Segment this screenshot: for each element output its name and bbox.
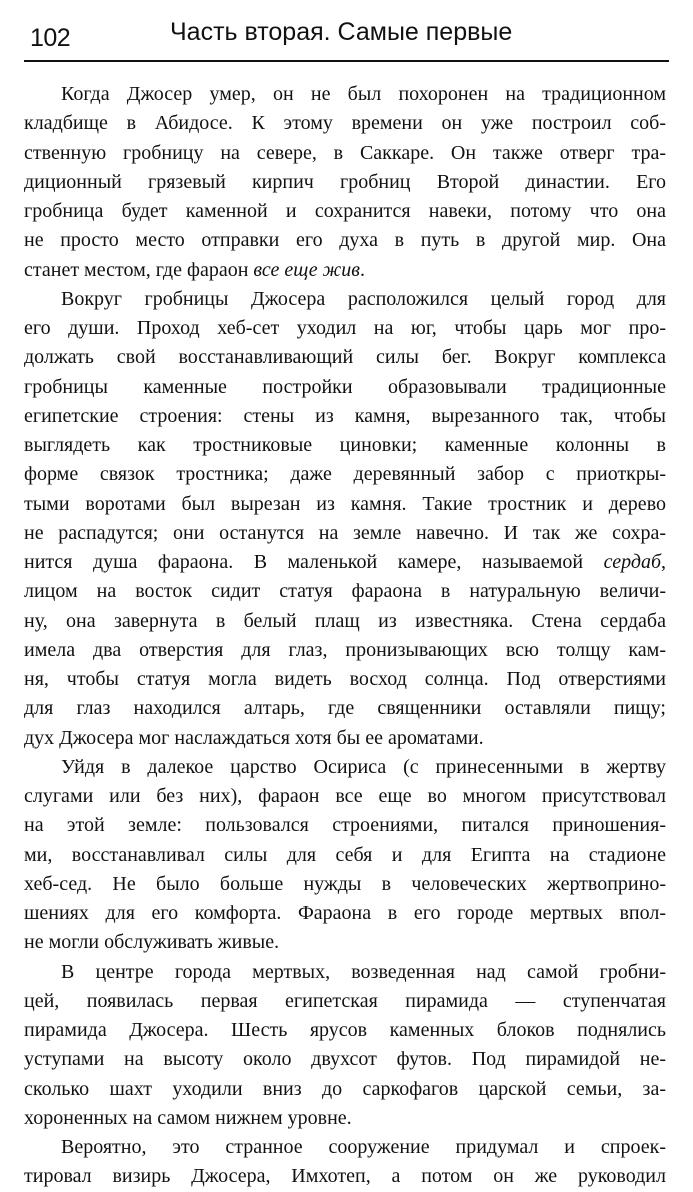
text-line — [24, 197, 666, 226]
line-text: пирамида Джосера. Шесть ярусов каменных блоков поднялись — [24, 1019, 666, 1041]
line-text: его души. Проход хеб-сет уходил на юг, чтобы царь мог про- — [24, 317, 666, 339]
line-text: диционный грязевый кирпич гробниц Второй династии. Его — [24, 170, 666, 193]
line-text-tail: . — [359, 258, 365, 281]
line-text: слугами или без них), фараон все еще во многом присутствовал — [24, 785, 666, 807]
line-text: египетские строения: стены из камня, вырезанного так, чтобы — [24, 404, 666, 427]
line-text: станет местом, где фараон — [24, 258, 254, 281]
text-line — [24, 665, 666, 694]
text-line — [24, 314, 666, 343]
line-text: Вероятно, это странное сооружение придумал и спроек- — [61, 1136, 666, 1158]
text-line — [24, 402, 666, 431]
line-text: хороненных на самом нижнем уровне. — [24, 1106, 352, 1129]
line-text: Уйдя в далекое царство Осириса (с принесенными в жертву — [61, 755, 666, 778]
line-text: на этой земле: пользовался строениями, питался приношения- — [24, 814, 666, 837]
line-text: выглядеть как тростниковые циновки; каменные колонны в — [24, 434, 666, 456]
text-line — [24, 343, 666, 372]
text-line — [24, 841, 666, 870]
text-line — [24, 139, 666, 168]
line-text: гробница будет каменной и сохранится навеки, потому что она — [24, 200, 666, 222]
text-line — [24, 285, 666, 314]
emphasized-text: сердаб — [603, 551, 661, 573]
header-rule — [24, 60, 669, 62]
line-text: не могли обслуживать живые. — [24, 931, 280, 954]
line-text: дух Джосера мог наслаждаться хотя бы ее ароматами. — [24, 726, 484, 749]
text-line — [24, 490, 666, 519]
line-text: ственную гробницу на севере, в Саккаре. Он также отверг тра- — [24, 141, 666, 164]
text-line — [24, 1133, 666, 1162]
page-number: 102 — [30, 24, 71, 52]
text-line — [24, 958, 666, 987]
text-line — [24, 460, 666, 489]
text-line — [24, 870, 666, 899]
body-text — [24, 80, 666, 1192]
text-line — [24, 1075, 666, 1104]
line-text: ми, восстанавливал силы для себя и для Египта на стадионе — [24, 843, 666, 866]
text-line — [24, 753, 666, 782]
line-text: для глаз находился алтарь, где священники оставляли пищу; — [24, 697, 666, 720]
text-line — [24, 1045, 666, 1074]
text-line — [24, 636, 666, 665]
line-text: тыми воротами был вырезан из камня. Такие тростник и дерево — [24, 492, 666, 515]
line-text: ну, она завернута в белый плащ из известняка. Стена сердаба — [24, 609, 666, 632]
text-line — [24, 548, 666, 577]
line-text: ня, чтобы статуя могла видеть восход солнца. Под отверстиями — [24, 668, 666, 690]
text-line — [24, 431, 666, 460]
text-line — [24, 519, 666, 548]
line-text: Когда Джосер умер, он не был похоронен на традиционном — [61, 83, 666, 105]
line-text: цей, появилась первая египетская пирамида — ступенчатая — [24, 989, 666, 1012]
text-line — [24, 1016, 666, 1045]
line-text: хеб-сед. Не было больше нужды в человеческих жертвоприно- — [24, 872, 666, 895]
text-line — [24, 577, 666, 606]
text-line — [24, 168, 666, 197]
line-text: гробницы каменные постройки образовывали традиционные — [24, 375, 666, 398]
line-text: Вокруг гробницы Джосера расположился целый город для — [61, 287, 666, 310]
line-text: имела два отверстия для глаз, пронизывающих всю толщу кам- — [24, 638, 666, 661]
text-line — [24, 987, 666, 1016]
text-line — [24, 109, 666, 138]
text-line — [24, 1104, 666, 1133]
running-head: Часть вторая. Самые первые — [170, 18, 513, 46]
line-text: не распадутся; они останутся на земле навечно. И так же сохра- — [24, 521, 666, 544]
line-text: кладбище в Абидосе. К этому времени он уже построил соб- — [24, 112, 666, 135]
text-line — [24, 1162, 666, 1191]
text-line — [24, 607, 666, 636]
line-text: уступами на высоту около двухсот футов. Под пирамидой не- — [24, 1048, 666, 1071]
text-line — [24, 928, 666, 957]
line-text: не просто место отправки его духа в путь в другой мир. Она — [24, 229, 666, 252]
text-line — [24, 694, 666, 723]
text-line — [24, 256, 666, 285]
line-text: шениях для его комфорта. Фараона в его городе мертвых впол- — [24, 902, 666, 924]
line-text: тировал визирь Джосера, Имхотеп, а потом он же руководил — [24, 1165, 666, 1188]
page-header — [22, 12, 671, 58]
line-text: В центре города мертвых, возведенная над самой гробни- — [61, 960, 666, 983]
line-text: должать свой восстанавливающий силы бег. Вокруг комплекса — [24, 346, 666, 369]
text-line — [24, 373, 666, 402]
text-line — [24, 80, 666, 109]
text-line — [24, 811, 666, 840]
text-line — [24, 782, 666, 811]
line-text: нится душа фараона. В маленькой камере, называемой — [24, 551, 604, 573]
text-line — [24, 899, 666, 928]
line-text: форме связок тростника; даже деревянный забор с приоткры- — [24, 463, 666, 486]
emphasized-text: все еще жив — [253, 258, 360, 281]
line-text: сколько шахт уходили вниз до саркофагов царской семьи, за- — [24, 1077, 666, 1100]
line-text-tail: , — [661, 551, 666, 573]
text-line — [24, 724, 666, 753]
line-text: лицом на восток сидит статуя фараона в натуральную величи- — [24, 580, 666, 603]
text-line — [24, 226, 666, 255]
